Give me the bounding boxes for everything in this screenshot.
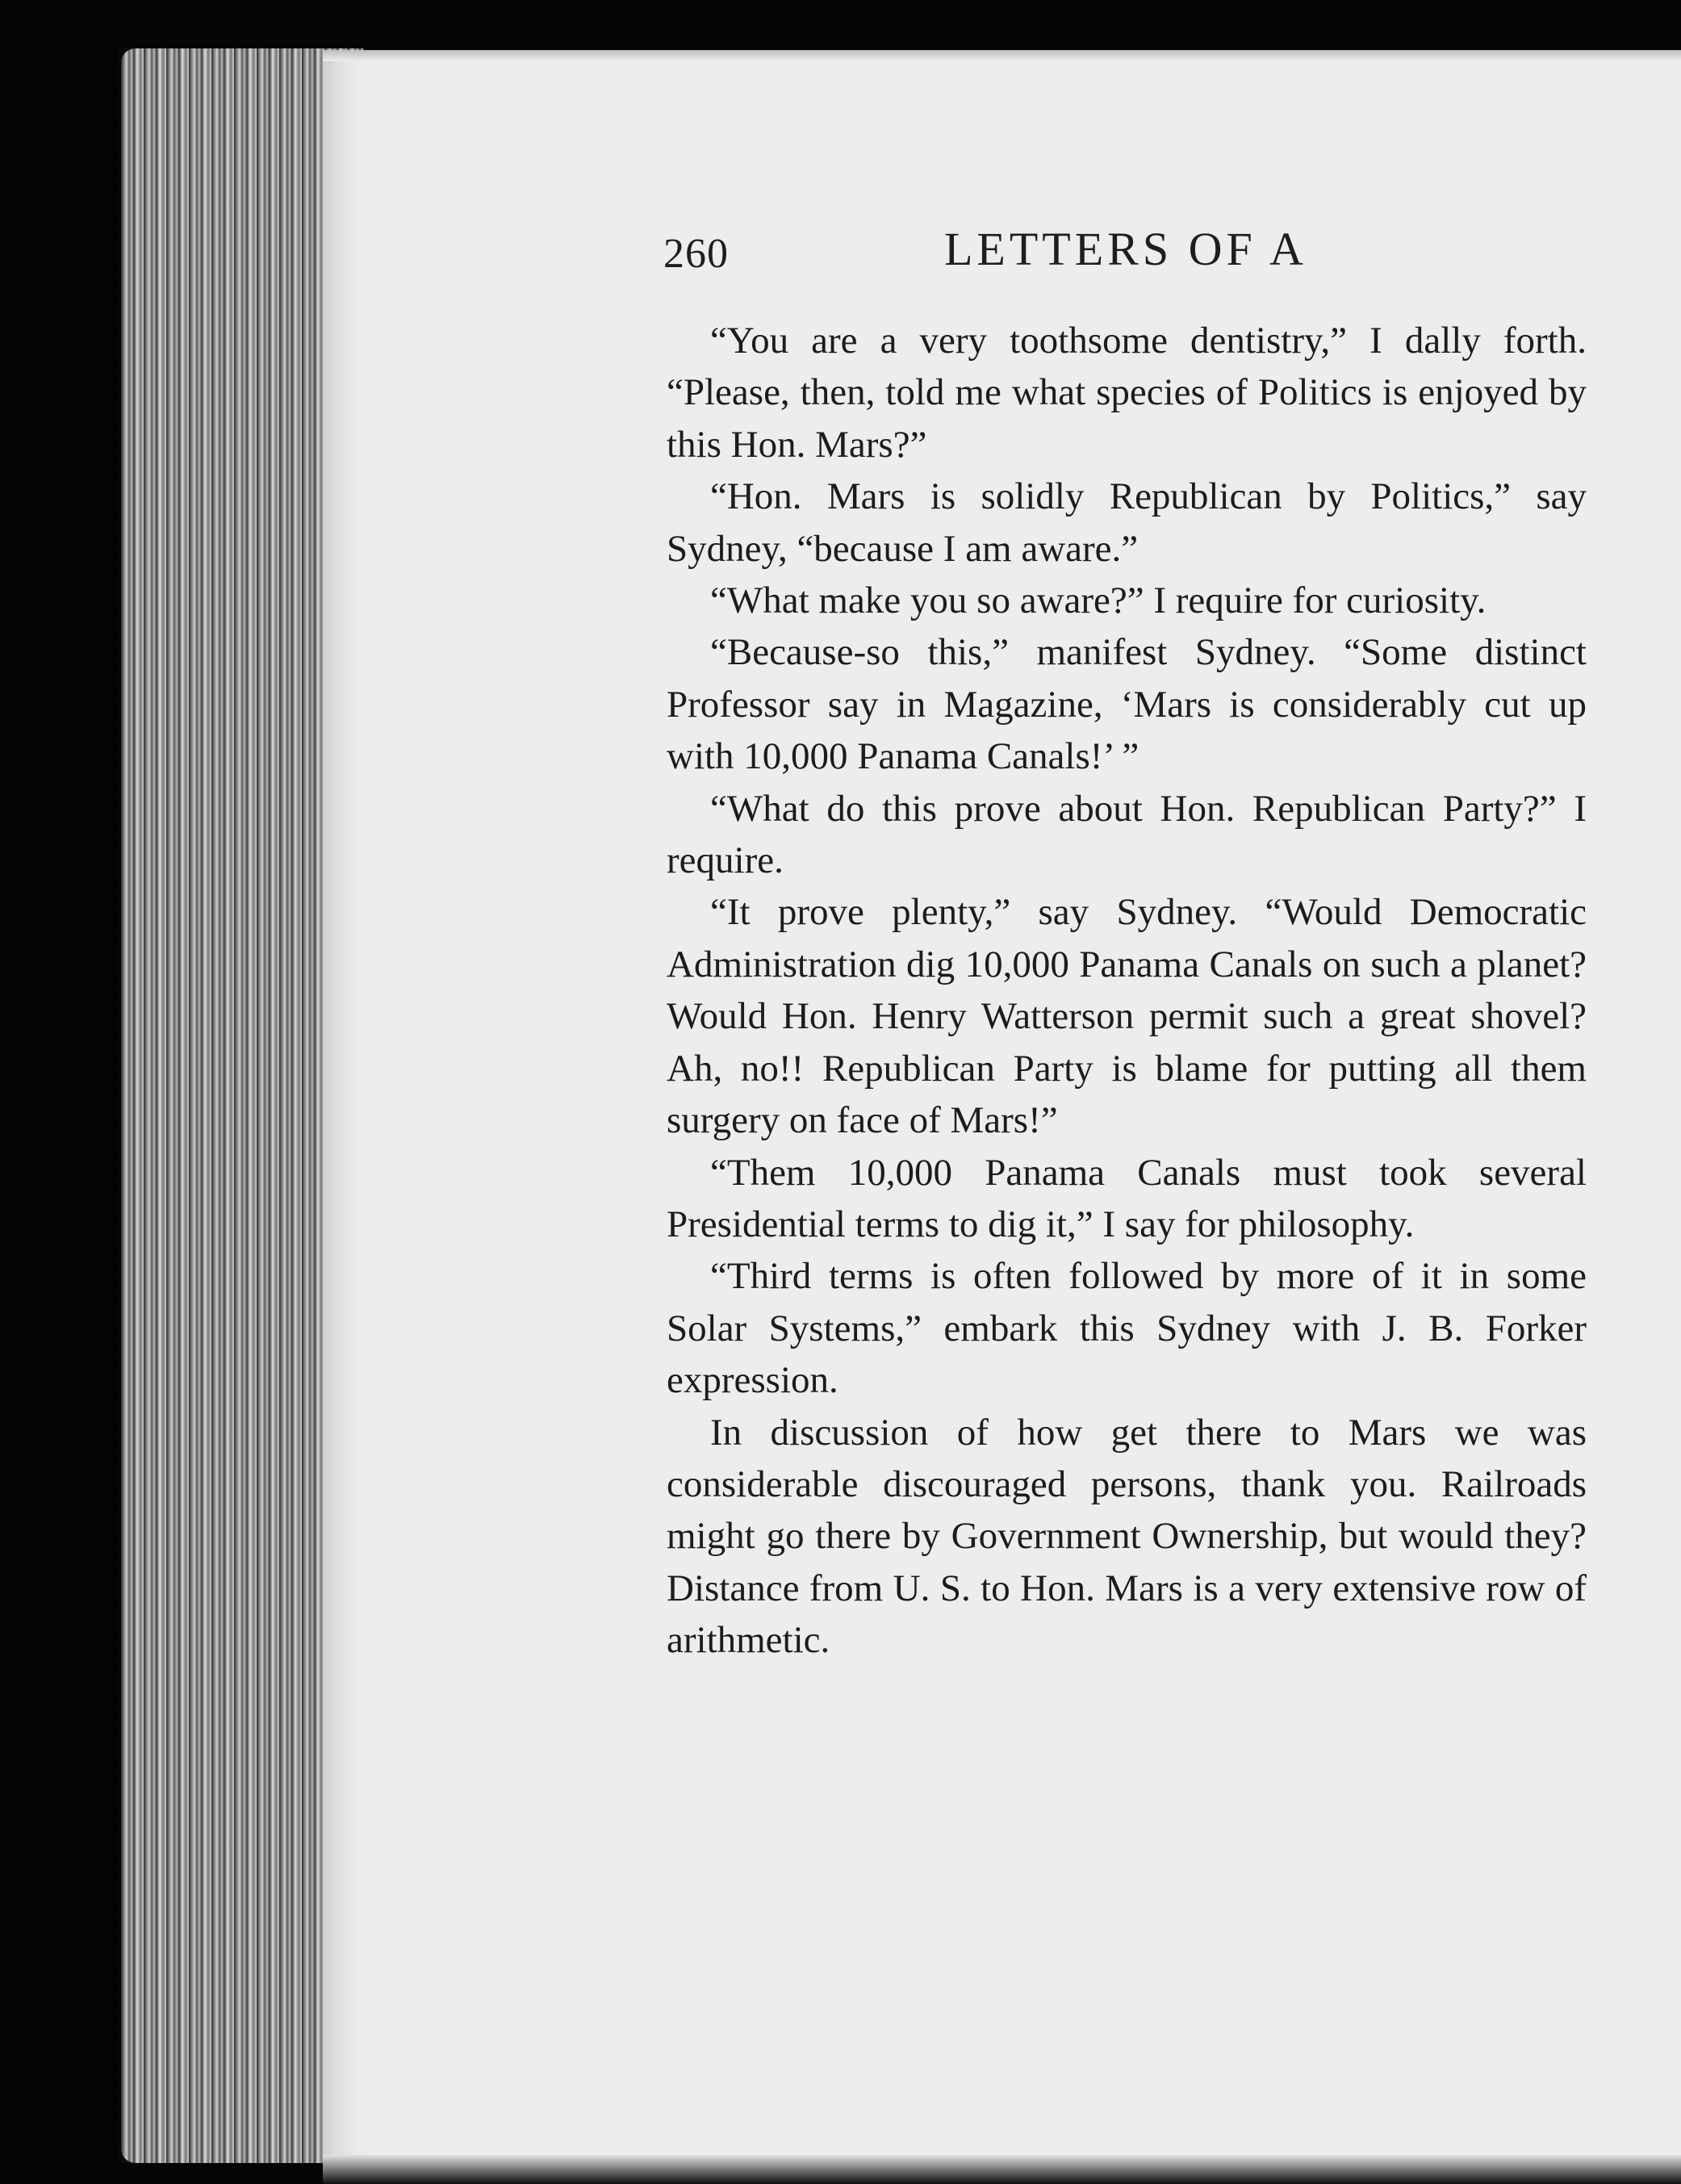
page-top-shade	[323, 50, 1681, 61]
page-number: 260	[663, 231, 729, 277]
paragraph: In discussion of how get there to Mars we was considerable discouraged persons, thank you. Railroads might go there by Government Ownership, but would they? Distance from U. S. to Hon. Mars is a very extensive row of arithmetic.	[667, 1411, 1587, 1662]
paragraph: “Because-so this,” manifest Sydney. “Some distinct Professor say in Magazine, ‘Mars is considerably cut up with 10,000 Panama Canals!’ ”	[667, 631, 1587, 778]
paragraph: “It prove plenty,” say Sydney. “Would Democratic Administration dig 10,000 Panama Canals on such a planet? Would Hon. Henry Watterson permit such a great shovel? Ah, no!! Republican Party is blame for putting all them surgery on face of Mars!”	[667, 891, 1587, 1142]
body-text	[667, 315, 1587, 1667]
paragraph: “What do this prove about Hon. Republican Party?” I require.	[667, 787, 1587, 882]
paragraph: “Third terms is often followed by more of it in some Solar Systems,” embark this Sydney with J. B. Forker expression.	[667, 1255, 1587, 1402]
running-head	[663, 222, 1583, 295]
paragraph: “What make you so aware?” I require for curiosity.	[710, 579, 1487, 622]
paragraph: “Hon. Mars is solidly Republican by Politics,” say Sydney, “because I am aware.”	[667, 475, 1587, 570]
paragraph: “You are a very toothsome dentistry,” I dally forth. “Please, then, told me what species of Politics is enjoyed by this Hon. Mars?”	[667, 320, 1587, 466]
running-title: LETTERS OF A	[944, 223, 1307, 275]
page-bottom-shade	[323, 2155, 1681, 2184]
paragraph: “Them 10,000 Panama Canals must took several Presidential terms to dig it,” I say for philosophy.	[667, 1151, 1587, 1245]
